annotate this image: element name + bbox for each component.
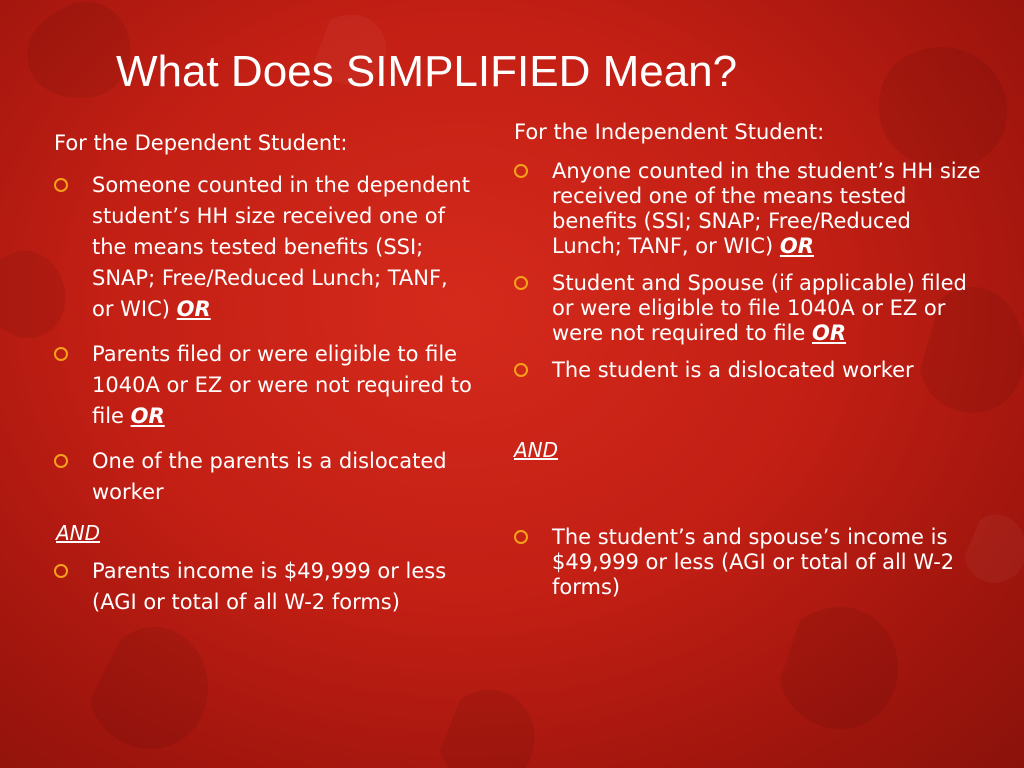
list-item-text: Student and Spouse (if applicable) filed or were eligible to file 1040A or EZ or were not required to file <box>552 271 967 345</box>
or-connector: OR <box>812 321 847 345</box>
list-item <box>54 339 474 432</box>
independent-student-column <box>514 117 984 600</box>
list-item-text: Parents income is $49,999 or less (AGI or total of all W-2 forms) <box>92 559 447 614</box>
list-item-text: The student is a dislocated worker <box>552 358 914 382</box>
or-connector: OR <box>779 234 814 258</box>
bullet-circle-icon <box>514 276 528 290</box>
list-item <box>54 170 474 325</box>
list-item <box>514 271 984 346</box>
list-item <box>54 556 474 618</box>
list-item-text: The student’s and spouse’s income is $49,999 or less (AGI or total of all W-2 forms) <box>552 525 955 599</box>
bullet-circle-icon <box>514 363 528 377</box>
list-item <box>514 525 984 600</box>
bullet-circle-icon <box>54 178 68 192</box>
bullet-circle-icon <box>54 564 68 578</box>
bullet-circle-icon <box>514 164 528 178</box>
dependent-student-heading: For the Dependent Student: <box>54 131 348 155</box>
dependent-student-column <box>54 128 474 618</box>
list-item-text: Someone counted in the dependent student’s HH size received one of the means tested benefits (SSI; SNAP; Free/Reduced Lunch; TANF, or WIC) <box>92 173 471 321</box>
bullet-circle-icon <box>54 347 68 361</box>
independent-student-heading: For the Independent Student: <box>514 120 825 144</box>
and-separator <box>514 435 984 467</box>
and-label: AND <box>514 438 559 462</box>
bullet-circle-icon <box>514 530 528 544</box>
bullet-circle-icon <box>54 454 68 468</box>
list-item <box>514 159 984 259</box>
slide-title: What Does SIMPLIFIED Mean? <box>116 47 738 96</box>
list-item <box>514 358 984 383</box>
and-label: AND <box>56 521 101 545</box>
or-connector: OR <box>130 404 165 428</box>
list-item-text: Parents filed or were eligible to file 1040A or EZ or were not required to file <box>92 342 472 428</box>
list-item <box>54 446 474 508</box>
or-connector: OR <box>176 297 211 321</box>
list-item-text: One of the parents is a dislocated worker <box>92 449 447 504</box>
list-item-text: Anyone counted in the student’s HH size received one of the means tested benefits (SSI; SNAP; Free/Reduced Lunch; TANF, or WIC) <box>552 159 981 258</box>
and-separator <box>54 518 474 550</box>
